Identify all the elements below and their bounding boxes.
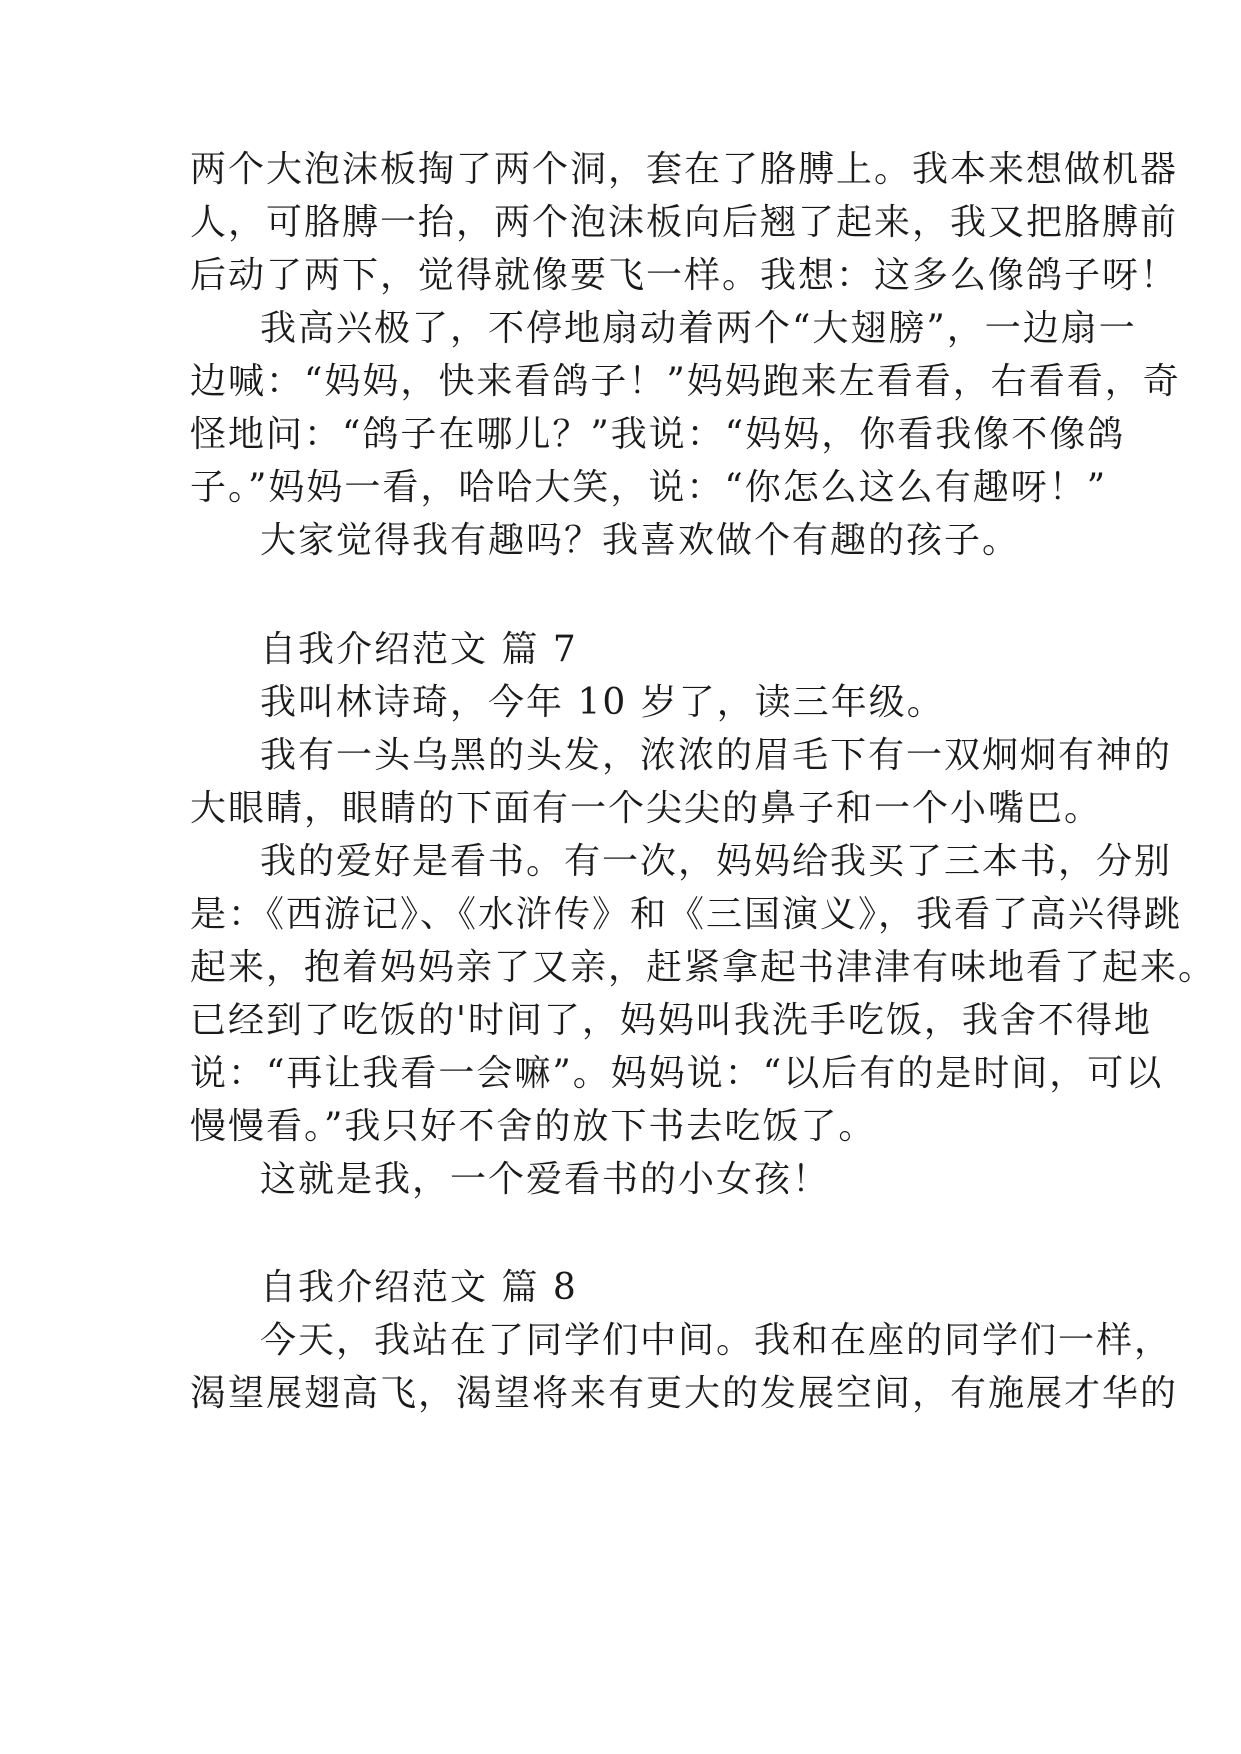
text-line: 我高兴极了，不停地扇动着两个“大翅膀”，一边扇一 [260,308,1137,349]
text-line: 已经到了吃饭的'时间了，妈妈叫我洗手吃饭，我舍不得地 [190,1000,1152,1041]
text-line: 说：“再让我看一会嘛”。妈妈说：“以后有的是时间，可以 [190,1053,1164,1094]
text-line: 大眼睛，眼睛的下面有一个尖尖的鼻子和一个小嘴巴。 [190,788,1103,829]
text-line: 这就是我，一个爱看书的小女孩！ [260,1159,831,1200]
text-line: 子。”妈妈一看，哈哈大笑，说：“你怎么这么有趣呀！” [190,467,1108,508]
text-line: 怪地问：“鸽子在哪儿？”我说：“妈妈，你看我像不像鸽 [190,414,1126,455]
section-heading: 自我介绍范文 篇 8 [260,1267,578,1308]
text-line: 两个大泡沫板掏了两个洞，套在了胳膊上。我本来想做机器 [190,149,1179,190]
text-line: 今天，我站在了同学们中间。我和在座的同学们一样， [260,1320,1173,1361]
text-line: 渴望展翅高飞，渴望将来有更大的发展空间，有施展才华的 [190,1373,1179,1414]
text-line: 人，可胳膊一抬，两个泡沫板向后翘了起来，我又把胳膊前 [190,202,1179,243]
text-line: 后动了两下，觉得就像要飞一样。我想：这多么像鸽子呀！ [190,255,1179,296]
text-line: 我有一头乌黑的头发，浓浓的眉毛下有一双炯炯有神的 [260,735,1173,776]
text-line: 大家觉得我有趣吗？我喜欢做个有趣的孩子。 [260,520,1021,561]
text-line: 慢慢看。”我只好不舍的放下书去吃饭了。 [190,1106,877,1147]
text-line: 是：《西游记》、《水浒传》和《三国演义》，我看了高兴得跳 [190,894,1183,935]
text-line: 起来，抱着妈妈亲了又亲，赶紧拿起书津津有味地看了起来。 [190,947,1217,988]
text-line: 我的爱好是看书。有一次，妈妈给我买了三本书，分别 [260,841,1173,882]
section-heading: 自我介绍范文 篇 7 [260,629,578,670]
text-line: 边喊：“妈妈，快来看鸽子！”妈妈跑来左看看，右看看，奇 [190,361,1181,402]
text-line: 我叫林诗琦，今年 10 岁了，读三年级。 [260,682,945,723]
